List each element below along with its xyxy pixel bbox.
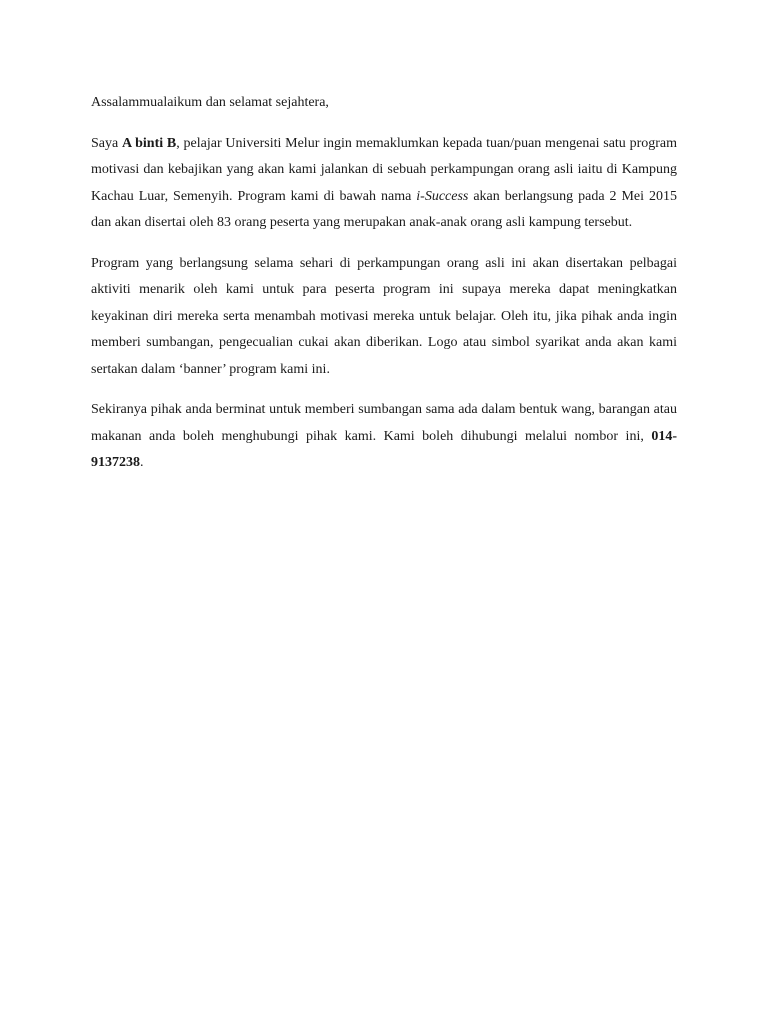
program-name: i-Success: [416, 188, 469, 204]
intro-text-3: akan berlangsung pada 2 Mei 2015 dan akan disertai oleh 83 orang peserta yang merupakan anak-anak orang asli kampung tersebut.: [91, 188, 677, 230]
contact-text-1: Sekiranya pihak anda berminat untuk memberi sumbangan sama ada dalam bentuk wang, barangan atau makanan anda boleh menghubungi pihak kami. Kami boleh dihubungi melalui nombor ini,: [91, 402, 677, 444]
paragraph-program-details: Program yang berlangsung selama sehari di perkampungan orang asli ini akan disertakan pelbagai aktiviti menarik oleh kami untuk para peserta program ini supaya mereka dapat meningkatkan keyakinan diri mereka serta menambah motivasi mereka untuk belajar. Oleh itu, jika pihak anda ingin memberi sumbangan, pengecualian cukai akan diberikan. Logo atau simbol syarikat anda akan kami sertakan dalam ‘banner’ program kami ini.: [91, 255, 677, 377]
letter-body: [91, 90, 677, 491]
greeting: Assalammualaikum dan selamat sejahtera,: [91, 95, 329, 110]
intro-text-2: , pelajar Universiti Melur ingin memaklumkan kepada tuan/puan mengenai satu program motivasi dan kebajikan yang akan kami jalankan di sebuah perkampungan orang asli iaitu di Kampung Kachau Luar, Semenyih. Program kami di bawah nama: [91, 135, 677, 204]
contact-text-2: .: [140, 455, 144, 470]
sender-name: A binti B: [122, 135, 177, 151]
paragraph-contact: [91, 397, 677, 477]
paragraph-introduction: [91, 131, 677, 237]
phone-number: 014-9137238: [91, 428, 677, 470]
intro-text-1: Saya: [91, 135, 122, 151]
